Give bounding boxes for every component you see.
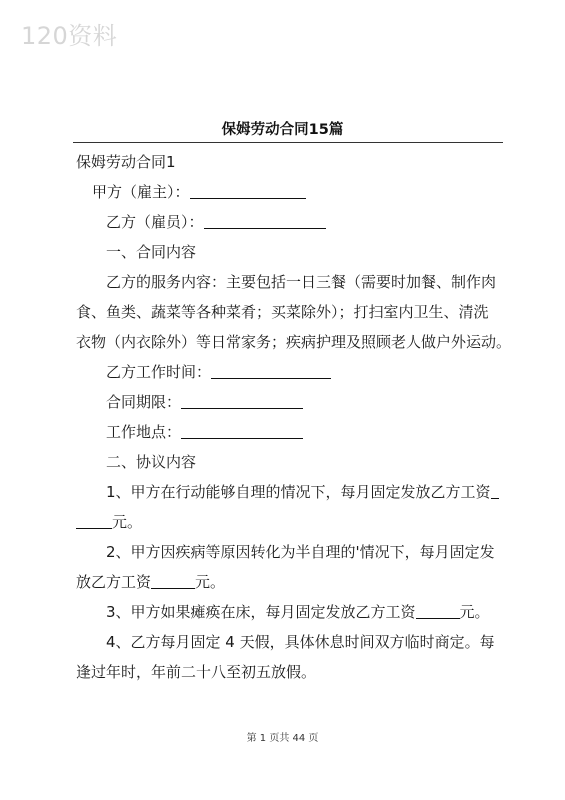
party-a-blank[interactable] bbox=[190, 182, 306, 199]
item-1-line-1 bbox=[106, 481, 499, 503]
item-1-blank-start[interactable] bbox=[491, 482, 499, 499]
title-divider bbox=[73, 142, 503, 143]
item-3-text: 3、甲方如果瘫痪在床，每月固定发放乙方工资 bbox=[106, 603, 416, 621]
item-2-text: 放乙方工资 bbox=[76, 573, 152, 591]
term-line bbox=[106, 391, 303, 413]
item-2-salary-blank[interactable] bbox=[151, 572, 195, 589]
party-b-label: 乙方（雇员）： bbox=[106, 213, 204, 231]
service-line-3: 衣物（内衣除外）等日常家务；疾病护理及照顾老人做户外运动。 bbox=[76, 333, 512, 351]
item-1-salary-blank[interactable] bbox=[76, 512, 112, 529]
work-time-blank[interactable] bbox=[211, 362, 331, 379]
item-1-text: 1、甲方在行动能够自理的情况下，每月固定发放乙方工资 bbox=[106, 483, 491, 501]
item-2-line-1: 2、甲方因疾病等原因转化为半自理的'情况下，每月固定发 bbox=[106, 543, 495, 561]
item-1-line-2 bbox=[76, 511, 142, 533]
item-2-line-2 bbox=[76, 571, 225, 593]
item-3-line bbox=[106, 601, 490, 623]
work-time-line bbox=[106, 361, 331, 383]
party-b-line bbox=[106, 211, 326, 233]
term-blank[interactable] bbox=[181, 392, 303, 409]
document-title: 保姆劳动合同15篇 bbox=[221, 122, 344, 138]
party-a-line bbox=[92, 181, 306, 203]
location-blank[interactable] bbox=[181, 422, 303, 439]
contract-heading bbox=[76, 151, 176, 173]
item-2-unit: 元。 bbox=[195, 573, 226, 591]
item-3-unit: 元。 bbox=[459, 603, 490, 621]
item-4-line-1: 4、乙方每月固定 4 天假，具体休息时间双方临时商定。每 bbox=[106, 633, 495, 651]
location-line bbox=[106, 421, 303, 443]
page-footer: 第 1 页共 44 页 bbox=[246, 733, 319, 744]
item-4-line-2: 逢过年时，年前二十八至初五放假。 bbox=[76, 663, 317, 681]
location-label: 工作地点： bbox=[106, 423, 182, 441]
party-b-blank[interactable] bbox=[204, 212, 326, 229]
work-time-label: 乙方工作时间： bbox=[106, 363, 212, 381]
service-line-2: 食、鱼类、蔬菜等各种菜肴；买菜除外）；打扫室内卫生、清洗 bbox=[76, 303, 489, 321]
item-3-salary-blank[interactable] bbox=[416, 602, 460, 619]
watermark: 120资料 bbox=[21, 22, 118, 50]
contract-heading-text: 保姆劳动合同1 bbox=[76, 153, 176, 171]
item-1-unit: 元。 bbox=[112, 513, 143, 531]
term-label: 合同期限： bbox=[106, 393, 182, 411]
section-2-heading: 二、协议内容 bbox=[106, 453, 197, 471]
service-line-1: 乙方的服务内容：主要包括一日三餐（需要时加餐、制作肉 bbox=[106, 273, 497, 291]
party-a-label: 甲方（雇主）： bbox=[92, 183, 190, 201]
section-1-heading: 一、合同内容 bbox=[106, 243, 197, 261]
